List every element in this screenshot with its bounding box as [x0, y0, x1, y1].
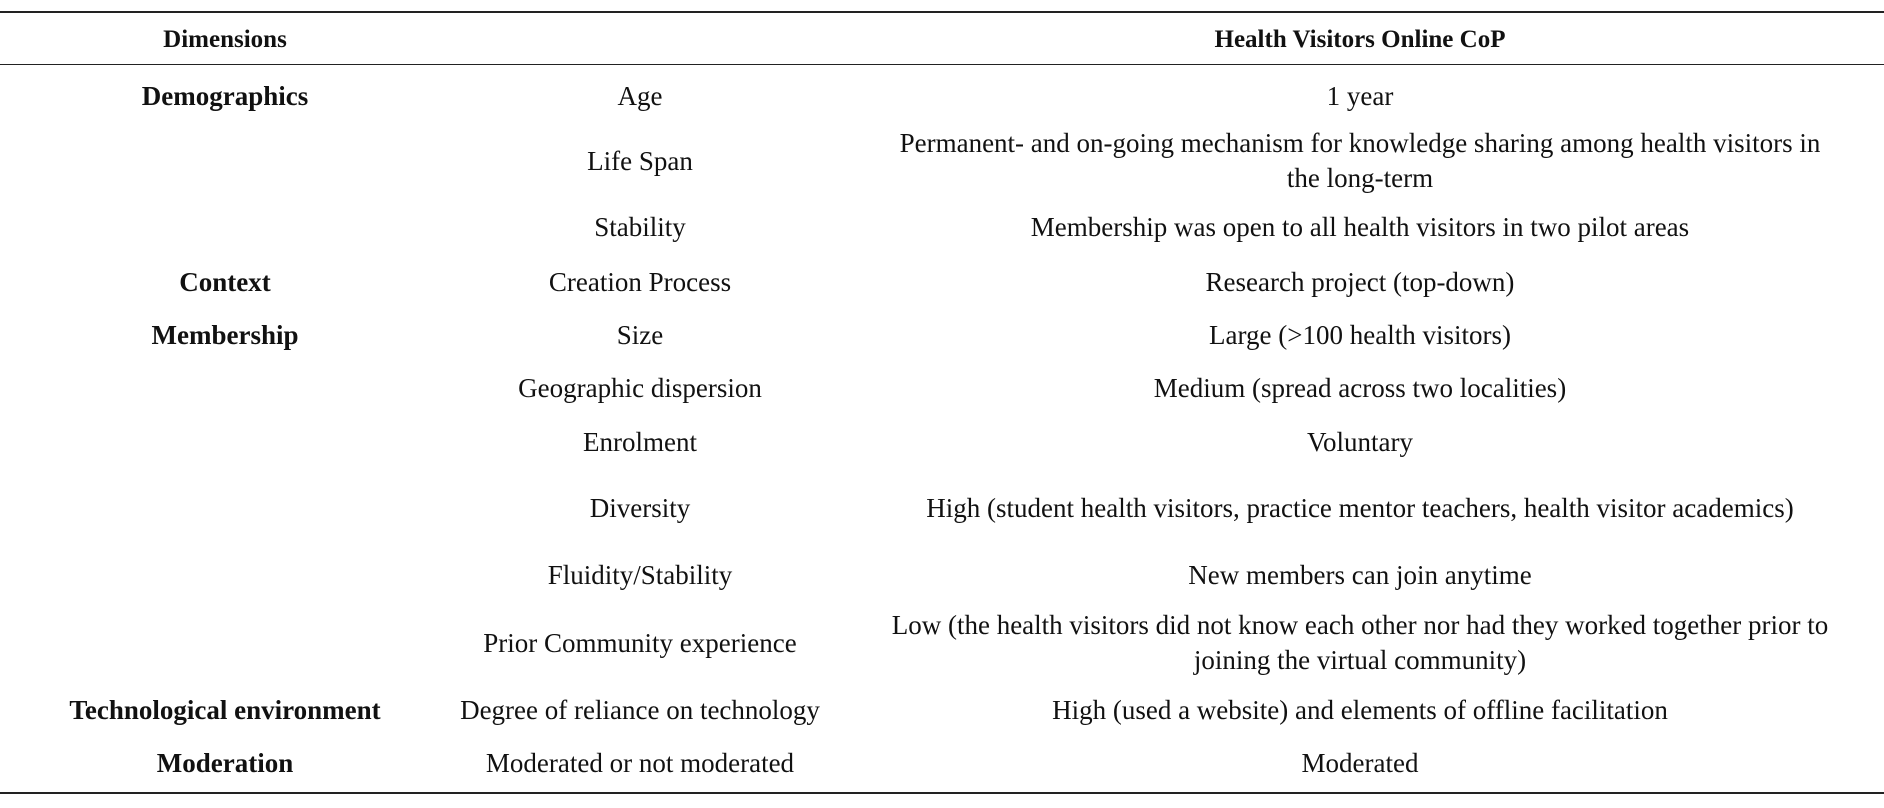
attribute-cell: Fluidity/Stability — [547, 559, 733, 590]
table-bottom-rule — [0, 792, 1884, 794]
value-cell: New members can join anytime — [1188, 559, 1532, 590]
dimension-cell: Demographics — [141, 80, 309, 111]
table-row — [0, 315, 1884, 355]
header-attribute — [430, 20, 850, 60]
value-cell: High (student health visitors, practice mentor teachers, health visitor academics) — [926, 492, 1794, 523]
value-cell: Membership was open to all health visitors in two pilot areas — [1030, 211, 1690, 242]
dimension-cell: Context — [179, 266, 271, 297]
attribute-cell: Degree of reliance on technology — [460, 694, 820, 725]
header-rule — [0, 64, 1884, 65]
attribute-cell: Enrolment — [583, 426, 697, 457]
value-cell: Permanent- and on-going mechanism for knowledge sharing among health visitors in the long-term — [899, 128, 1821, 193]
dimension-cell — [20, 368, 430, 408]
table-row — [0, 262, 1884, 302]
dimension-cell — [20, 472, 430, 544]
value-cell: Research project (top-down) — [1205, 266, 1515, 297]
dimension-cell: Technological environment — [69, 694, 381, 725]
dimension-cell — [20, 207, 430, 247]
value-cell: High (used a website) and elements of offline facilitation — [1052, 694, 1668, 725]
attribute-cell: Life Span — [587, 145, 693, 176]
header-dimensions: Dimensions — [163, 26, 287, 53]
dimension-cell: Moderation — [156, 747, 294, 778]
attribute-cell: Moderated or not moderated — [485, 747, 795, 778]
dimension-cell — [20, 125, 430, 197]
table-row — [0, 690, 1884, 730]
attribute-cell: Stability — [594, 211, 686, 242]
attribute-cell: Creation Process — [548, 266, 732, 297]
attribute-cell: Geographic dispersion — [518, 372, 762, 403]
attribute-cell: Age — [617, 80, 663, 111]
table-row — [0, 207, 1884, 247]
value-cell: 1 year — [1326, 80, 1394, 111]
table-row — [0, 125, 1884, 197]
table-row — [0, 743, 1884, 783]
attribute-cell: Diversity — [589, 492, 691, 523]
value-cell: Low (the health visitors did not know each other nor had they worked together prior to joining the virtual community) — [891, 610, 1829, 675]
attribute-cell: Prior Community experience — [483, 627, 797, 658]
dimension-cell — [20, 422, 430, 462]
dimension-cell — [20, 607, 430, 679]
table-top-rule — [0, 11, 1884, 13]
table-row — [0, 555, 1884, 595]
table-row — [0, 607, 1884, 679]
table-row — [0, 368, 1884, 408]
value-cell: Voluntary — [1307, 426, 1413, 457]
attribute-cell: Size — [616, 319, 664, 350]
value-cell: Medium (spread across two localities) — [1153, 372, 1567, 403]
value-cell: Large (>100 health visitors) — [1209, 319, 1511, 350]
value-cell: Moderated — [1301, 747, 1419, 778]
header-community: Health Visitors Online CoP — [1214, 26, 1506, 53]
table-row — [0, 75, 1884, 117]
table-row — [0, 422, 1884, 462]
table-row — [0, 472, 1884, 544]
dimension-cell — [20, 555, 430, 595]
dimension-cell: Membership — [151, 319, 299, 350]
